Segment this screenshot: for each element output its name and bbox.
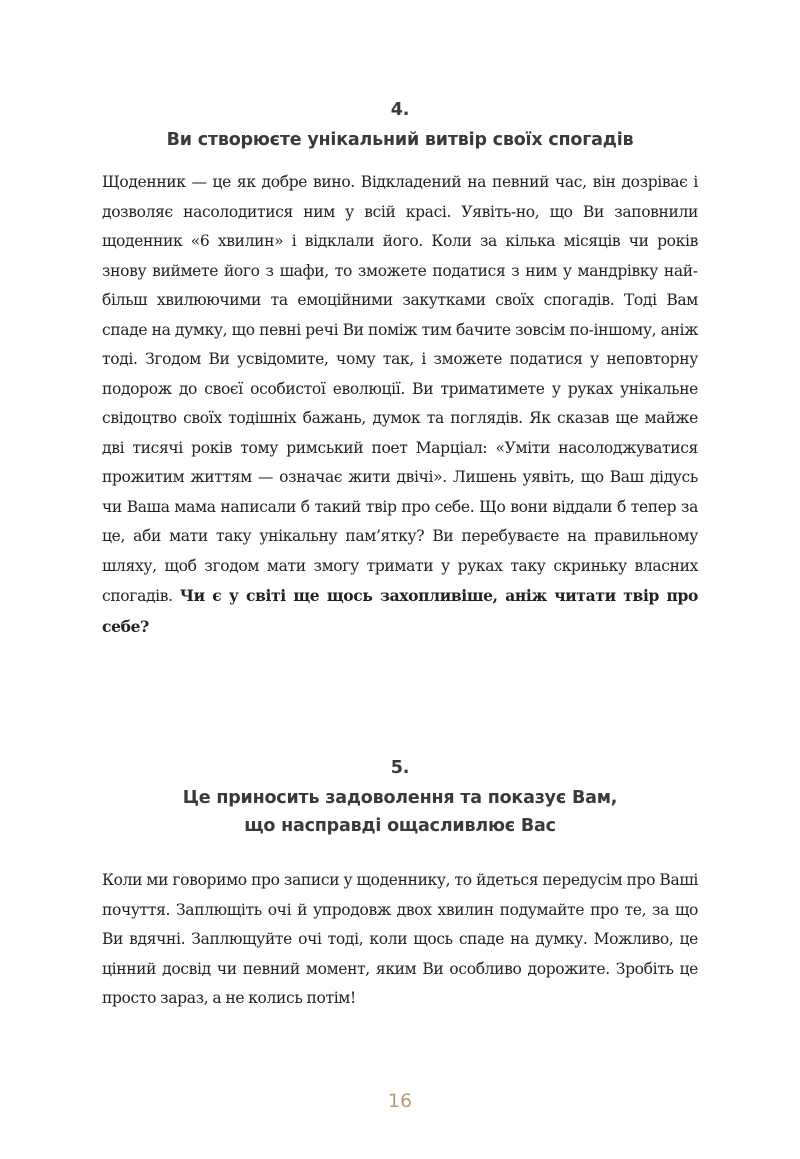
section-5-paragraph (102, 866, 698, 1014)
section-4-bold-text: Чи є у світі ще щось захопливіше, аніж читати твір про себе? (102, 586, 698, 636)
section-5-body-text: Коли ми говоримо про записи у щоденнику, то йдеться передусім про Ваші почуття. Заплющіть очі й упродовж двох хвилин подумайте про те, за що Ви вдячні. Заплющуйте очі тоді, коли щось спаде на думку. Можливо, це цінний досвід чи певний момент, яким Ви особливо дорожите. Зробіть це просто зараз, а не колись потім! (102, 871, 698, 1007)
section-5-number: 5. (390, 758, 410, 778)
section-4-number: 4. (390, 100, 410, 120)
section-5-heading (0, 752, 800, 840)
section-5-title-line2: що насправді ощасливлює Вас (244, 816, 556, 836)
section-5-title-line1: Це приносить задоволення та показує Вам, (182, 788, 618, 808)
section-4-heading (0, 94, 800, 154)
section-4-body-text: Щоденник — це як добре вино. Відкладений на певний час, він дозріває і дозволяє насолодитися ним у всій красі. Уявіть-но, що Ви заповнили щоденник «6 хвилин» і відклали його. Коли за кілька місяців чи років знову виймете його з шафи, то зможете податися з ним у мандрівку найбільш хвилюючими та емоційними закутками своїх спогадів. Тоді Вам спаде на думку, що певні речі Ви поміж тим бачите зовсім по-іншому, аніж тоді. Згодом Ви усвідомите, чому так, і зможете податися у неповторну подорож до своєї особистої еволюції. Ви триматимете у руках унікальне свідоцтво своїх тодішніх бажань, думок та поглядів. Як сказав ще майже дві тисячі років тому римський поет Марціал: «Уміти насолоджуватися прожитим життям — означає жити двічі». Лишень уявіть, що Ваш дідусь чи Ваша мама написали б такий твір про себе. Що вони віддали б тепер за це, аби мати таку унікальну пам’ятку? Ви перебуваєте на правильному шляху, щоб згодом мати змогу тримати у руках таку скриньку власних спогадів. (102, 173, 698, 605)
section-4-title: Ви створюєте унікальний витвір своїх спогадів (166, 130, 634, 150)
section-4-paragraph (102, 168, 698, 642)
page-number: 16 (387, 1090, 413, 1112)
